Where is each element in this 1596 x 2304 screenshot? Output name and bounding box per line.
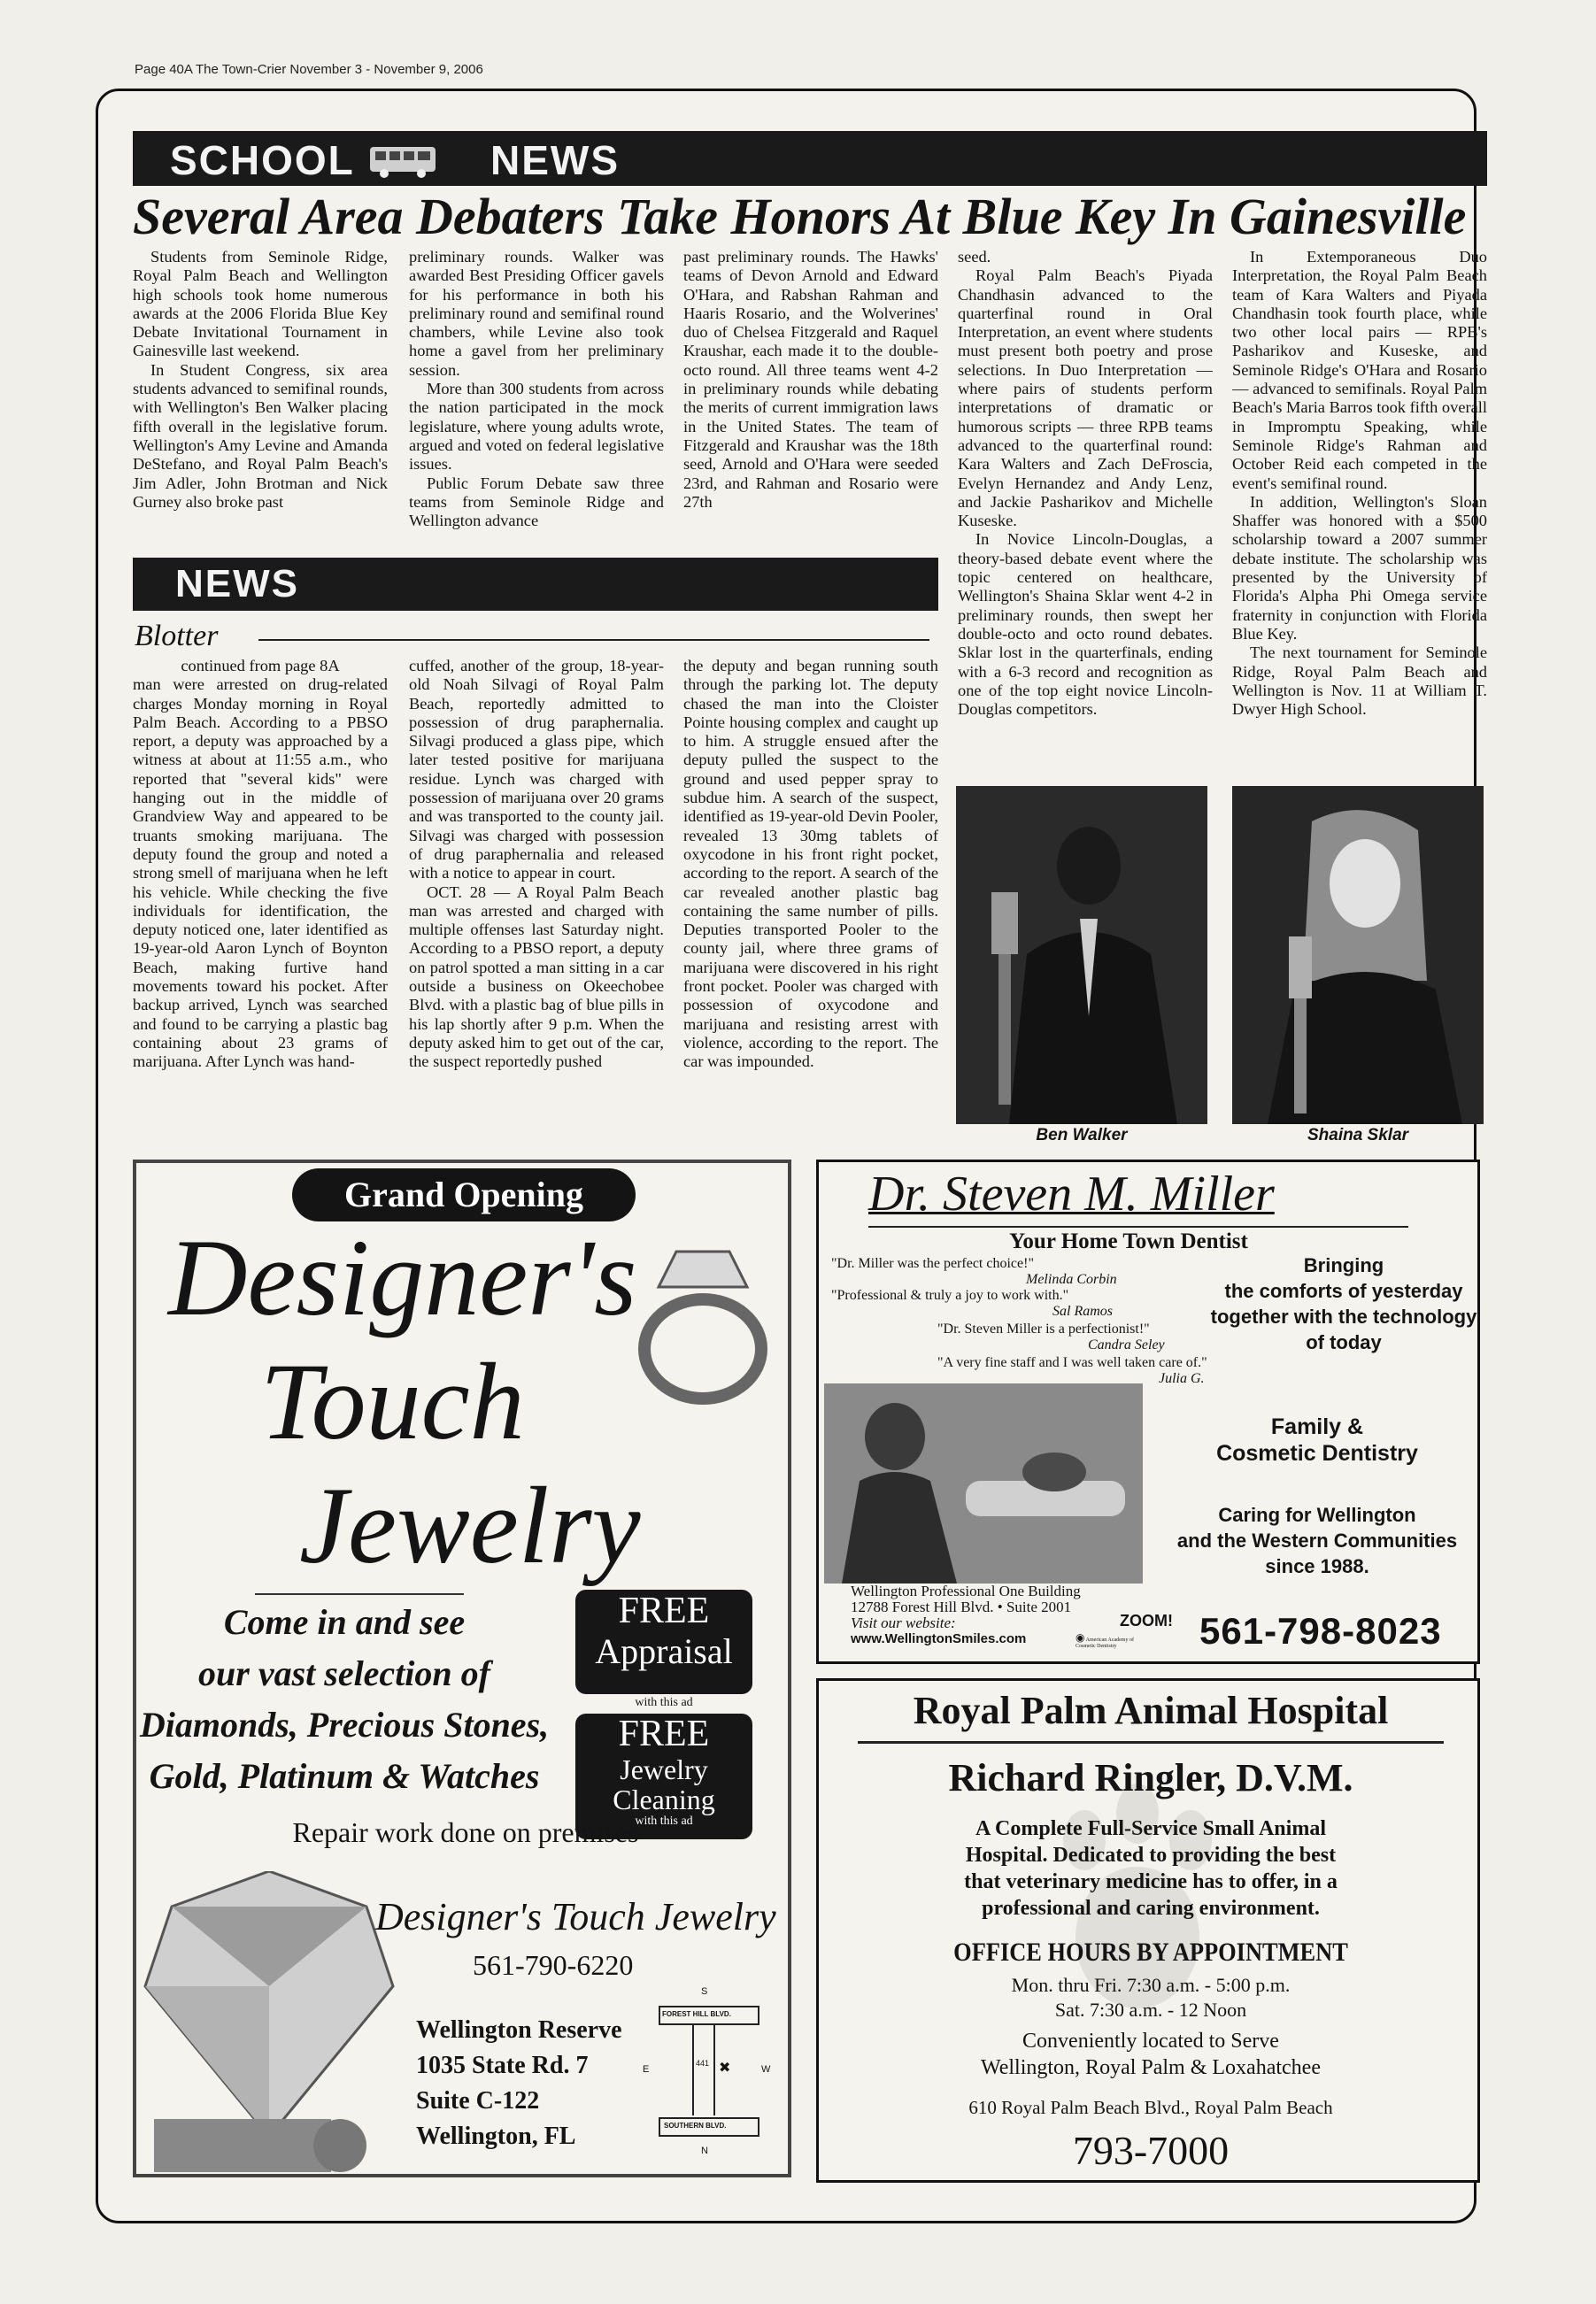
hospital-address: 610 Royal Palm Beach Blvd., Royal Palm Beach <box>968 2097 1333 2118</box>
badge-title: FREE <box>618 1714 710 1754</box>
paragraph: the deputy and began running south through the parking lot. The deputy chased the man into the Cloister Pointe housing complex and caught up to him. A struggle ensued after the deputy pulled the suspect to the ground and used pepper spray to subdue him. A search of the suspect, identified as 19-year-old Devin Pooler, revealed 13 30mg tablets of oxycodone in his front right pocket, according to the report. A search of the car revealed another plastic bag containing the same number of pills. Deputies transported Pooler to the county jail, where three grams of marijuana were discovered in his right front pocket. Pooler was charged with possession of oxycodone and marijuana and resisting arrest with violence, according to the report. The car was impounded. <box>683 657 938 1071</box>
dentist-ad <box>816 1160 1480 1664</box>
address-line: Wellington Professional One Building <box>851 1583 1081 1599</box>
description-line: professional and caring environment. <box>982 1897 1320 1920</box>
quote-author: Melinda Corbin <box>1026 1272 1117 1287</box>
map-e: E <box>643 2064 650 2075</box>
caring-line: since 1988. <box>1265 1555 1369 1577</box>
paragraph: The next tournament for Seminole Ridge, Royal Palm Beach and Wellington is Nov. 11 at William T. Dwyer High School. <box>1232 643 1487 719</box>
paragraph: Royal Palm Beach's Piyada Chandhasin advanced to the quarterfinal round in Oral Interpretation, an event where students must present both poetry and prose selections. In Duo Interpretation — where pairs of students perform interpretations of dramatic or humorous scripts — three RPB teams advanced to the quarterfinal round: Kara Walters and Zach DeFroscia, Evelyn Hernandez and Andy Lenz, and Jackie Pasharikov and Michelle Kuseske. <box>958 266 1213 530</box>
paragraph: In Novice Lincoln-Douglas, a theory-based debate event where the topic centered on healthcare, Wellington's Shaina Sklar went 4-2 in preliminary rounds, then swept her double-octo and octo round debates. Sklar lost in the quarterfinals, ending with a 6-3 record and recognition as one of the top eight novice Lincoln-Douglas competitors. <box>958 530 1213 719</box>
ring-icon <box>632 1234 783 1411</box>
store-name-line-1: Designer's <box>168 1217 637 1338</box>
hospital-phone: 793-7000 <box>1072 2128 1230 2173</box>
paragraph: In Extemporaneous Duo Interpretation, the Royal Palm Beach team of Kara Walters and Piyada Chandhasin took fourth place, while two other local pairs — RPB's Pasharikov and Kuseske, and Seminole Ridge's O'Hara and Rosario — advanced to semifinals. Royal Palm Beach's Maria Barros took fifth overall in Impromptu Speaking, while Seminole Ridge's Rahman and October Reid each competed in the event's semifinal round. <box>1232 248 1487 492</box>
badge-note: with this ad <box>635 1696 693 1709</box>
article-column-4 <box>958 248 1213 779</box>
article-column-5 <box>1232 248 1487 779</box>
hours-line: Mon. thru Fri. 7:30 a.m. - 5:00 p.m. <box>1011 1974 1291 1996</box>
article-column-2 <box>409 248 664 549</box>
dentist-phone: 561-798-8023 <box>1199 1610 1442 1652</box>
headline: Several Area Debaters Take Honors At Blue Key In Gainesville <box>133 188 1467 245</box>
hospital-description <box>819 1815 1480 1922</box>
dentist-caring <box>1155 1502 1479 1579</box>
location-marker-icon: ✖ <box>719 2061 731 2076</box>
badge-sub: Appraisal <box>595 1631 733 1671</box>
address-line: Wellington Reserve <box>416 2016 622 2044</box>
blotter-column-1 <box>133 657 388 1131</box>
repair-text: Repair work done on premises <box>292 1816 639 1848</box>
tagline-line: together with the technology <box>1210 1306 1477 1328</box>
caring-line: and the Western Communities <box>1176 1530 1458 1552</box>
badge-sub: Jewelry <box>620 1753 708 1785</box>
hospital-name: Royal Palm Animal Hospital <box>913 1689 1389 1732</box>
jewelry-address <box>416 2013 622 2154</box>
map-side-road: 441 <box>692 2023 715 2115</box>
dentist-name: Dr. Steven M. Miller <box>868 1167 1275 1221</box>
news-label: NEWS <box>490 137 620 183</box>
paragraph: Public Forum Debate saw three teams from Seminole Ridge and Wellington advance <box>409 474 664 530</box>
quote-author: Julia G. <box>1159 1371 1205 1386</box>
blotter-column-3 <box>683 657 938 1131</box>
doctor-name: Richard Ringler, D.V.M. <box>948 1756 1353 1799</box>
paragraph: man were arrested on drug-related charges Monday morning in Royal Palm Beach. According to a PBSO report, a deputy was approached by a witness at about at 11:55 a.m., who reported that "several kids" were hanging out in the middle of Grandview Way and appeared to be truants smoking marijuana. The deputy found the group and noted a strong smell of marijuana when he left his vehicle. While checking the five individuals for identification, the deputy noticed one, later identified as 19-year-old Aaron Lynch of Boynton Beach, making furtive hand movements toward his pocket. After backup arrived, Lynch was searched and found to be carrying a plastic bag containing about 23 grams of marijuana. After Lynch was hand- <box>133 675 388 1071</box>
location-map <box>641 1986 774 2163</box>
photo-caption: Ben Walker <box>1036 1126 1128 1144</box>
tagline-line: of today <box>1306 1331 1382 1353</box>
page-header: Page 40A The Town-Crier November 3 - November 9, 2006 <box>135 62 483 77</box>
description-line: that veterinary medicine has to offer, in a <box>964 1870 1338 1893</box>
description-line: A Complete Full-Service Small Animal <box>975 1817 1326 1840</box>
pitch-line: Gold, Platinum & Watches <box>149 1756 540 1796</box>
hospital-rule <box>858 1741 1444 1744</box>
quote: "Professional & truly a joy to work with." <box>831 1288 1069 1303</box>
free-appraisal-badge <box>575 1590 752 1694</box>
jewelry-ad <box>133 1160 791 2177</box>
website-link[interactable]: www.WellingtonSmiles.com <box>851 1631 1027 1646</box>
continued-note: continued from page 8A <box>181 657 340 674</box>
quote: "A very fine staff and I was well taken care of." <box>937 1355 1207 1370</box>
paragraph: More than 300 students from across the nation participated in the mock legislature, where young adults wrote, argued and voted on federal legislative issues. <box>409 380 664 474</box>
paragraph: Students from Seminole Ridge, Royal Palm Beach and Wellington high schools took home numerous awards at the 2006 Florida Blue Key Debate Invitational Tournament in Gainesville last weekend. <box>133 248 388 360</box>
service-area-line: Wellington, Royal Palm & Loxahatchee <box>981 2056 1321 2079</box>
paragraph: preliminary rounds. Walker was awarded Best Presiding Officer gavels for his performance in both his preliminary round and semifinal round chambers, while Levine also took home a gavel from her preliminary session. <box>409 248 664 379</box>
photo-ben-walker <box>956 786 1207 1124</box>
paragraph: cuffed, another of the group, 18-year-old Noah Silvagi of Royal Palm Beach, reportedly admitted to possession of drug paraphernalia. Silvagi produced a glass pipe, which later tested positive for marijuana residue. Lynch was charged with possession of marijuana over 20 grams and was transported to the county jail. Silvagi was charged with possession of drug paraphernalia and released with a notice to appear in court. <box>409 657 664 882</box>
paragraph: In addition, Wellington's Sloan Shaffer was honored with a $500 scholarship toward a 2007 summer debate institute. The scholarship was presented by the University of Florida's Alpha Phi Omega service fraternity in conjunction with Florida Blue Key. <box>1232 492 1487 643</box>
hours-line: Sat. 7:30 a.m. - 12 Noon <box>1054 1999 1247 2021</box>
quote-author: Candra Seley <box>1088 1337 1165 1352</box>
blotter-title: Blotter <box>135 620 219 652</box>
grand-opening-text: Grand Opening <box>343 1175 584 1214</box>
map-top-road: FOREST HILL BLVD. <box>659 2006 759 2025</box>
store-name-line-3: Jewelry <box>299 1465 641 1586</box>
diamond-icon <box>136 1871 402 2177</box>
photo-caption: Shaina Sklar <box>1307 1126 1409 1144</box>
dentist-subtitle: Your Home Town Dentist <box>1009 1229 1248 1253</box>
article-column-3 <box>683 248 938 549</box>
zoom-logo: ZOOM! <box>1120 1612 1173 1630</box>
paragraph: past preliminary rounds. The Hawks' teams of Devon Arnold and Edward O'Hara, and Rabshan Rahman and Haaris Rosario, and the Wolverines' duo of Chelsea Fitzgerald and Raquel Kraushar, each made it to the double-octo round. All three teams went 4-2 in preliminary rounds while debating the merits of current immigration laws in the United States. The team of Fitzgerald and Kraushar was the 18th seed, Arnold and O'Hara were seeded 23rd, and Rahman and Rosario were 27th <box>683 248 938 511</box>
tagline-line: the comforts of yesterday <box>1224 1280 1463 1302</box>
blotter-column-2 <box>409 657 664 1131</box>
pitch-line: Come in and see <box>223 1602 466 1642</box>
badge-sub: Cleaning <box>613 1784 715 1815</box>
map-bottom-road: SOUTHERN BLVD. <box>659 2117 759 2137</box>
address-line: 1035 State Rd. 7 <box>416 2052 589 2079</box>
service-area <box>819 2028 1480 2081</box>
address-line: Visit our website: <box>851 1614 956 1631</box>
quote: "Dr. Miller was the perfect choice!" <box>831 1256 1034 1271</box>
paragraph: seed. <box>958 248 991 266</box>
pitch-line: our vast selection of <box>198 1653 490 1693</box>
address-line: Wellington, FL <box>416 2123 576 2150</box>
dentist-tagline <box>1208 1252 1479 1355</box>
school-bus-icon <box>366 138 443 179</box>
aacd-logo: ◉ American Academy of Cosmetic Dentistry <box>1076 1631 1134 1649</box>
article-column-1 <box>133 248 388 549</box>
school-news-bar <box>133 131 1487 186</box>
address-line: 12788 Forest Hill Blvd. • Suite 2001 <box>851 1599 1072 1615</box>
jewelry-phone: 561-790-6220 <box>473 1949 634 1981</box>
quote: "Dr. Steven Miller is a perfectionist!" <box>937 1322 1150 1337</box>
tagline-line: Bringing <box>1303 1254 1384 1276</box>
grand-opening-banner <box>292 1168 636 1221</box>
office-hours <box>819 1973 1480 2023</box>
quote-author: Sal Ramos <box>1052 1304 1113 1319</box>
badge-title: FREE <box>618 1591 710 1631</box>
blotter-rule <box>258 639 929 641</box>
animal-hospital-ad <box>816 1678 1480 2183</box>
paragraph: In Student Congress, six area students advanced to semifinal rounds, with Wellington's Ben Walker placing fifth overall in the legislative forum. Wellington's Amy Levine and Amanda DeStefano, and Royal Palm Beach's Jim Adler, John Brotman and Nick Gurney also broke past <box>133 360 388 511</box>
pitch-rule <box>255 1593 464 1595</box>
dentist-photo <box>824 1383 1143 1584</box>
news-bar-label: NEWS <box>175 562 299 605</box>
map-n: N <box>701 2146 708 2156</box>
news-bar <box>133 558 938 611</box>
pitch-text <box>136 1597 552 1802</box>
office-hours-title: OFFICE HOURS BY APPOINTMENT <box>953 1938 1348 1967</box>
service-area-line: Conveniently located to Serve <box>1022 2030 1279 2053</box>
map-s: S <box>701 1986 708 1997</box>
service-line: Cosmetic Dentistry <box>1216 1441 1418 1466</box>
badge-note: with this ad <box>635 1815 693 1828</box>
dentist-name-rule <box>868 1226 1408 1228</box>
school-label: SCHOOL <box>170 137 355 183</box>
caring-line: Caring for Wellington <box>1218 1504 1416 1526</box>
dentist-address <box>851 1584 1081 1647</box>
store-name-line-2: Touch <box>260 1341 525 1462</box>
map-w: W <box>761 2064 771 2075</box>
photo-shaina-sklar <box>1232 786 1484 1124</box>
description-line: Hospital. Dedicated to providing the best <box>965 1844 1337 1867</box>
paragraph: OCT. 28 — A Royal Palm Beach man was arrested and charged with multiple offenses last Saturday night. According to a PBSO report, a deputy on patrol spotted a man sitting in a car outside a business on Okeechobee Blvd. with a plastic bag of blue pills in his lap shortly after 9 p.m. When the deputy asked him to get out of the car, the suspect reportedly pushed <box>409 882 664 1071</box>
aacd-icon: ◉ <box>1076 1631 1085 1644</box>
service-line: Family & <box>1270 1414 1364 1439</box>
pitch-line: Diamonds, Precious Stones, <box>139 1705 550 1745</box>
address-line: Suite C-122 <box>416 2087 540 2115</box>
dentist-service <box>1155 1414 1479 1467</box>
signature: Designer's Touch Jewelry <box>375 1895 776 1938</box>
